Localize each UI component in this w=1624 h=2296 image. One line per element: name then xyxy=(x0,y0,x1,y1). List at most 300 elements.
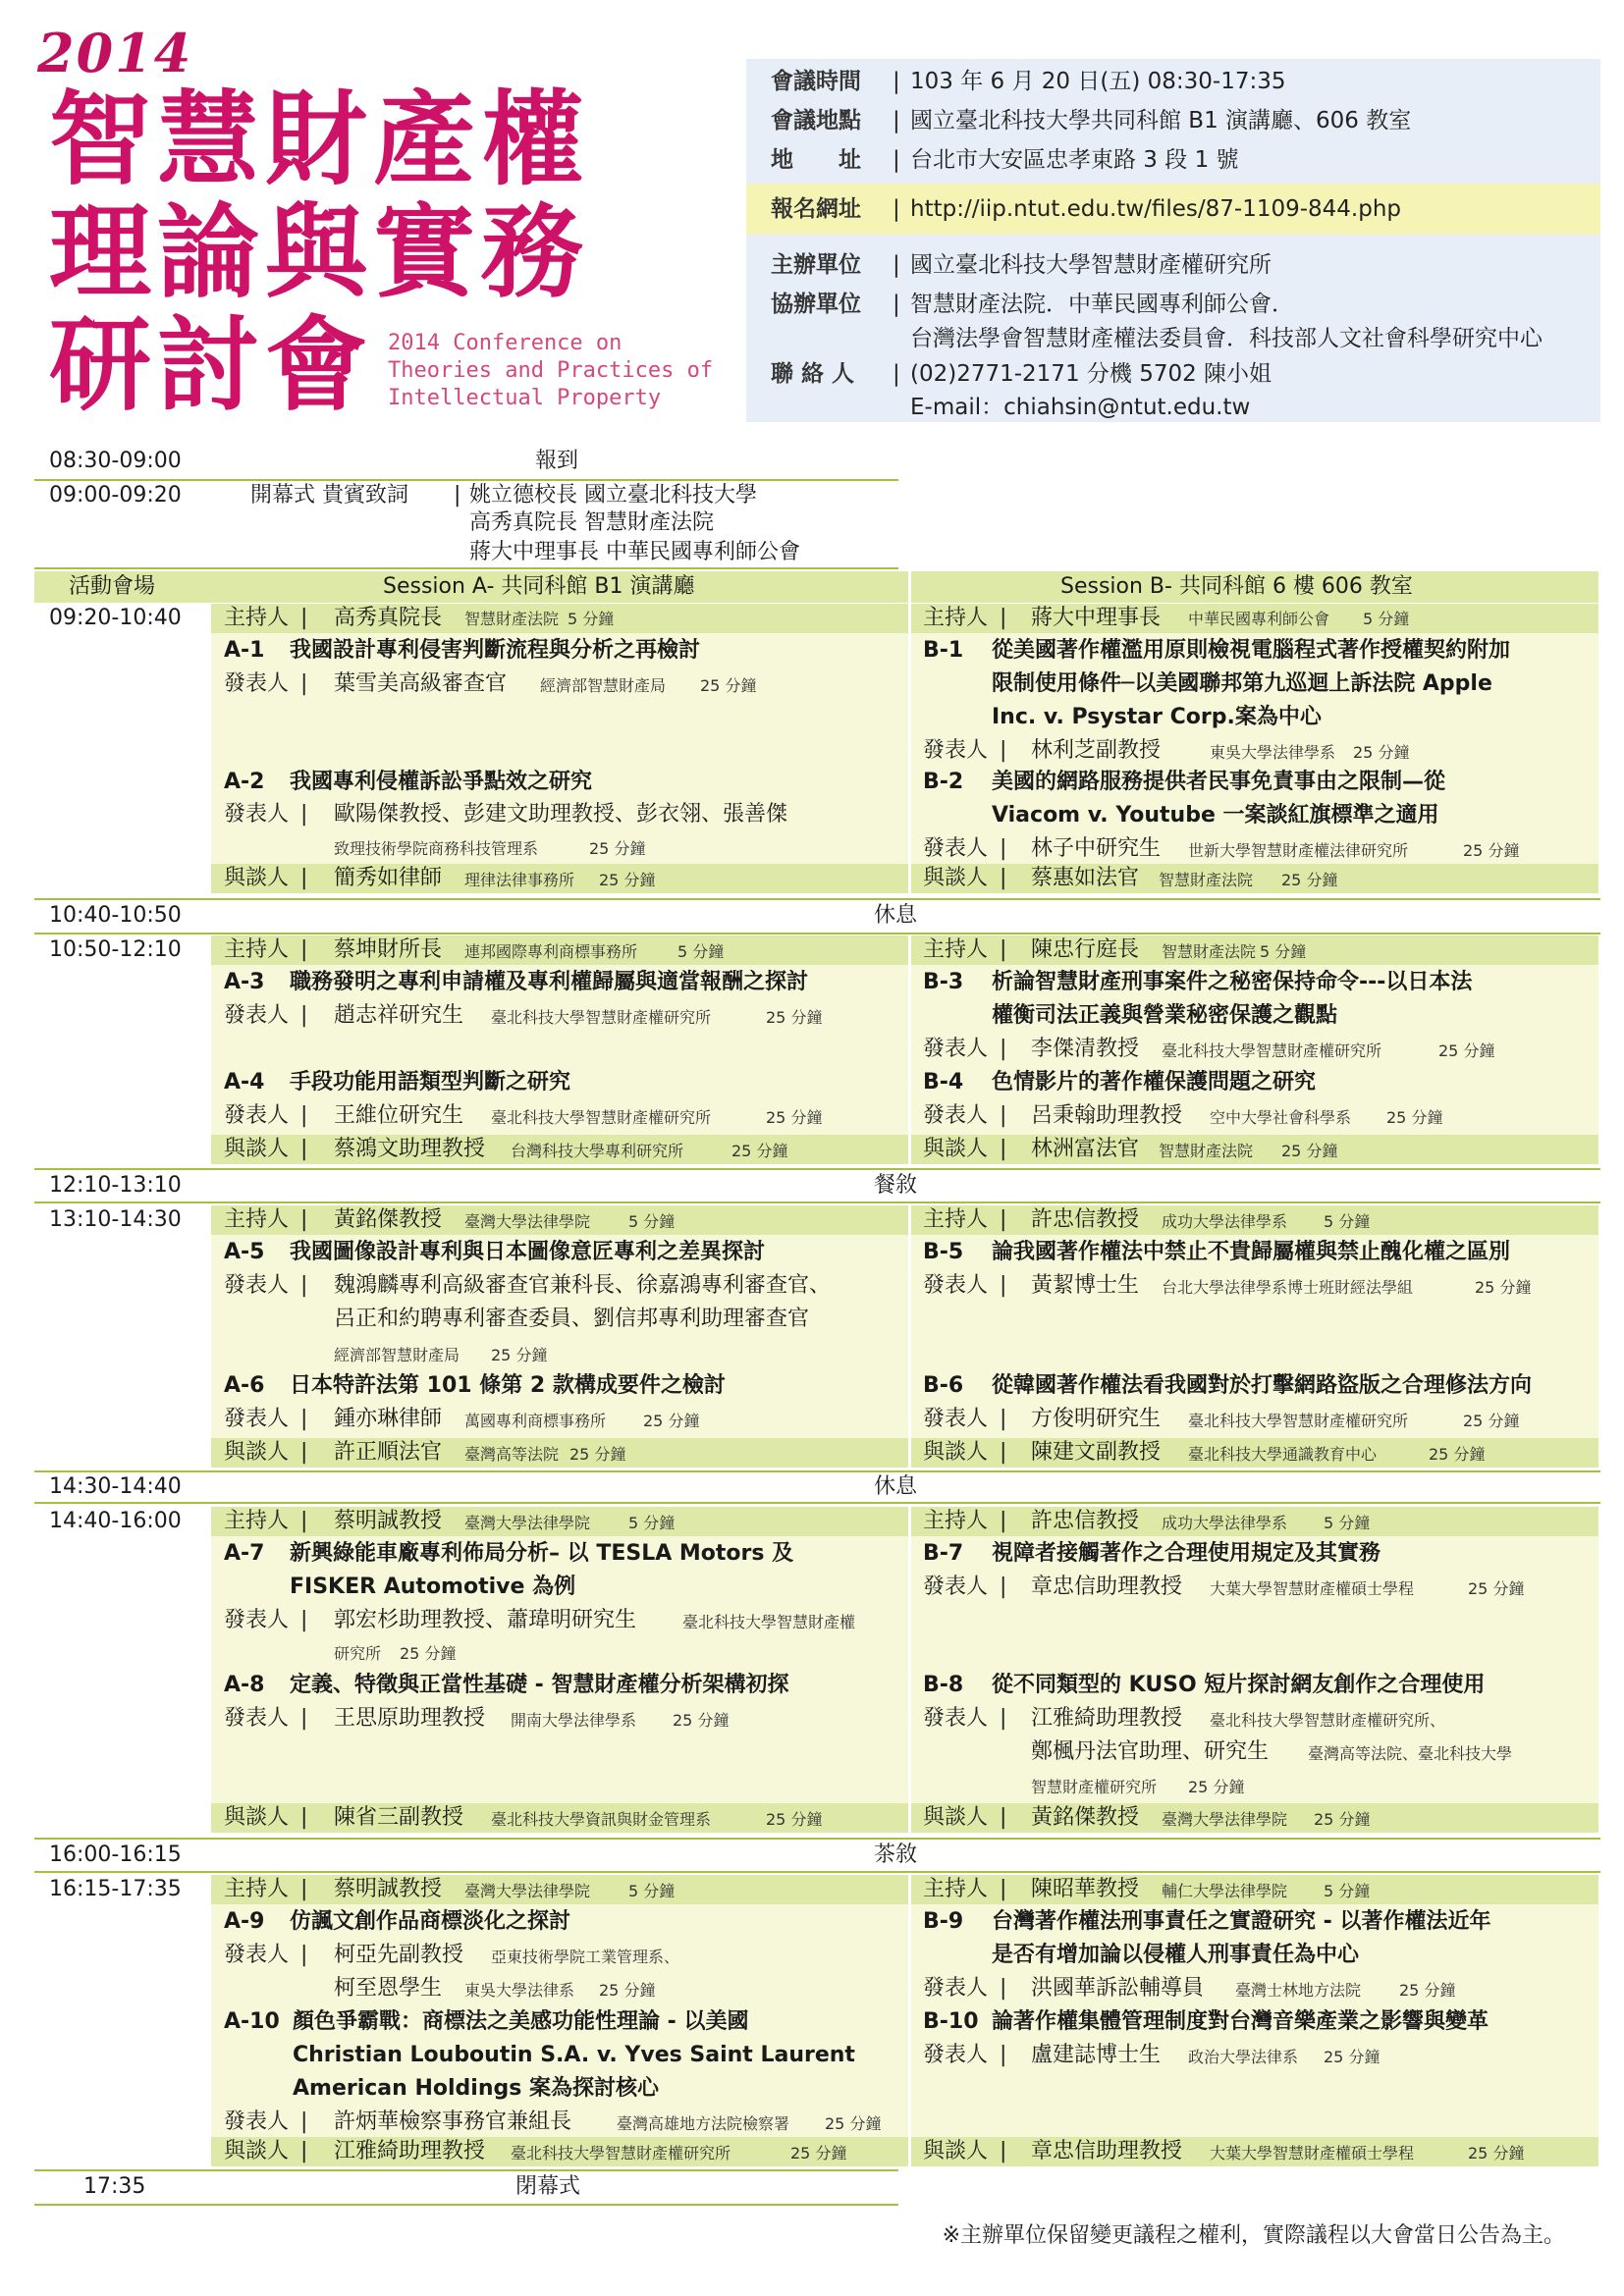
time-1310: 13:10-14:30 xyxy=(49,1207,182,1232)
presenter-org: 臺北科技大學智慧財產權研究所 xyxy=(1188,1412,1409,1430)
divider xyxy=(34,1470,1600,1472)
duration: 25 分鐘 xyxy=(1281,871,1338,889)
bar: | xyxy=(1000,1877,1007,1901)
duration: 25 分鐘 xyxy=(825,2114,882,2133)
bar: | xyxy=(1000,1805,1007,1830)
discussant-name: 許正順法官 xyxy=(334,1440,443,1465)
paper-title: 職務發明之專利申請權及專利權歸屬與適當報酬之探討 xyxy=(290,970,809,994)
presenter-name: 章忠信助理教授 xyxy=(1031,1575,1183,1599)
chair-org: 中華民國專利師公會 xyxy=(1188,610,1330,628)
presenter-label: 發表人 xyxy=(923,738,989,763)
chair-label: 主持人 xyxy=(224,937,290,962)
duration: 5 分鐘 xyxy=(568,610,615,628)
chair-name: 黃銘傑教授 xyxy=(334,1207,443,1232)
discussant-name: 陳省三副教授 xyxy=(334,1805,464,1830)
time-1210: 12:10-13:10 xyxy=(49,1173,182,1198)
discussant-label: 與談人 xyxy=(923,866,989,890)
duration: 25 分鐘 xyxy=(1468,1579,1525,1598)
venue-header: 活動會場 xyxy=(69,574,156,599)
duration: 5 分鐘 xyxy=(677,942,725,961)
chair-org: 連邦國際專利商標事務所 xyxy=(464,942,638,961)
duration: 25 分鐘 xyxy=(766,1810,823,1829)
duration: 25 分鐘 xyxy=(1438,1041,1495,1060)
chair-org: 臺灣大學法律學院 xyxy=(464,1514,591,1532)
presenter-label: 發表人 xyxy=(224,1003,290,1028)
discussant-org: 臺北科技大學資訊與財金管理系 xyxy=(491,1810,712,1829)
bar: | xyxy=(1000,606,1007,630)
session-b-header: Session B- 共同科館 6 樓 606 教室 xyxy=(1060,574,1413,599)
paper-id: A-8 xyxy=(224,1673,265,1697)
presenter-name-2: 鄭楓丹法官助理、研究生 xyxy=(1031,1739,1270,1764)
presenter-name-1: 江雅綺助理教授 xyxy=(1031,1706,1183,1731)
duration: 5 分鐘 xyxy=(1324,1882,1371,1900)
presenter-name: 方俊明研究生 xyxy=(1031,1407,1162,1431)
divider xyxy=(34,933,1600,934)
chair-label: 主持人 xyxy=(224,1509,290,1533)
bar: | xyxy=(1000,1706,1007,1731)
duration: 25 分鐘 xyxy=(1386,1108,1443,1127)
paper-title-l1: 顏色爭霸戰：商標法之美感功能性理論 - 以美國 xyxy=(293,2009,749,2034)
paper-title-l2: FISKER Automotive 為例 xyxy=(290,1575,576,1599)
paper-title: 定義、特徵與正當性基礎 - 智慧財產權分析架構初探 xyxy=(290,1673,789,1697)
presenter-name: 呂秉翰助理教授 xyxy=(1031,1103,1183,1128)
registration-link[interactable]: http://iip.ntut.edu.tw/files/87-1109-844.php xyxy=(910,196,1402,222)
paper-id: B-10 xyxy=(923,2009,979,2034)
duration: 5 分鐘 xyxy=(628,1212,676,1231)
presenter-org: 臺北科技大學智慧財產權研究所 xyxy=(1162,1041,1382,1060)
presenter-name: 林利芝副教授 xyxy=(1031,738,1162,763)
divider xyxy=(34,2204,898,2206)
opening-label: 開幕式 貴賓致詞 xyxy=(250,483,408,507)
bar: | xyxy=(1000,2139,1007,2163)
presenter-label: 發表人 xyxy=(923,1273,989,1298)
presenter-label: 發表人 xyxy=(224,1103,290,1128)
paper-title-l1: 從美國著作權濫用原則檢視電腦程式著作授權契約附加 xyxy=(992,638,1511,663)
paper-id: A-1 xyxy=(224,638,265,663)
time-0900: 09:00-09:20 xyxy=(49,483,182,507)
discussant-org: 大葉大學智慧財產權碩士學程 xyxy=(1210,2144,1415,2163)
bar: | xyxy=(1000,1037,1007,1061)
presenter-name: 黃絜博士生 xyxy=(1031,1273,1140,1298)
closing-label: 閉幕式 xyxy=(515,2174,581,2199)
bar: | xyxy=(300,1407,308,1431)
duration: 5 分鐘 xyxy=(1324,1514,1371,1532)
paper-id: B-9 xyxy=(923,1909,964,1934)
bar: | xyxy=(300,866,308,890)
discussant-name: 章忠信助理教授 xyxy=(1031,2139,1183,2163)
presenter-org-1: 臺北科技大學智慧財產權研究所、 xyxy=(1210,1711,1446,1730)
paper-title: 日本特許法第 101 條第 2 款構成要件之檢討 xyxy=(290,1373,726,1398)
english-title xyxy=(388,330,713,412)
bar: | xyxy=(300,1137,308,1161)
duration: 25 分鐘 xyxy=(599,1981,656,2000)
info-host: 主辦單位 | 國立臺北科技大學智慧財產權研究所 xyxy=(771,252,1272,278)
chair-label: 主持人 xyxy=(224,1207,290,1232)
paper-title: 我國專利侵權訴訟爭點效之研究 xyxy=(290,770,593,794)
presenter-org: 萬國專利商標事務所 xyxy=(464,1412,607,1430)
paper-title-l2: Christian Louboutin S.A. v. Yves Saint Laurent xyxy=(293,2043,855,2067)
duration: 25 分鐘 xyxy=(599,871,656,889)
discussant-band xyxy=(911,1135,1598,1164)
bar: | xyxy=(1000,1509,1007,1533)
duration: 25 分鐘 xyxy=(1429,1445,1486,1464)
bar: | xyxy=(1000,1575,1007,1599)
divider xyxy=(34,1838,1600,1840)
info-time: 會議時間 | 103 年 6 月 20 日(五) 08:30-17:35 xyxy=(771,69,1286,94)
discussant-band xyxy=(911,864,1598,893)
bar: | xyxy=(300,1608,308,1632)
paper-title-l2: 是否有增加論以侵權人刑事責任為中心 xyxy=(992,1943,1360,1967)
time-1615: 16:15-17:35 xyxy=(49,1877,182,1901)
chair-org: 輔仁大學法律學院 xyxy=(1162,1882,1288,1900)
divider xyxy=(34,1201,1600,1203)
presenter-org-2: 臺灣高等法院、臺北科技大學 xyxy=(1308,1744,1513,1763)
discussant-label: 與談人 xyxy=(224,1137,290,1161)
session-a-header: Session A- 共同科館 B1 演講廳 xyxy=(383,574,695,599)
presenter-label: 發表人 xyxy=(224,1943,290,1967)
bar: | xyxy=(1000,1137,1007,1161)
bar: | xyxy=(300,1706,308,1731)
discussant-name: 黃銘傑教授 xyxy=(1031,1805,1140,1830)
paper-id: B-7 xyxy=(923,1541,964,1566)
discussant-label: 與談人 xyxy=(923,2139,989,2163)
presenter-label: 發表人 xyxy=(923,836,989,861)
duration: 5 分鐘 xyxy=(628,1882,676,1900)
presenter-label: 發表人 xyxy=(224,1608,290,1632)
chair-org: 臺灣大學法律學院 xyxy=(464,1212,591,1231)
time-1440: 14:40-16:00 xyxy=(49,1509,182,1533)
presenter-org: 空中大學社會科學系 xyxy=(1210,1108,1352,1127)
paper-id: A-10 xyxy=(224,2009,280,2034)
presenter-org: 台北大學法律學系博士班財經法學組 xyxy=(1162,1278,1414,1297)
time-1735: 17:35 xyxy=(83,2174,146,2199)
presenter-org: 開南大學法律學系 xyxy=(511,1711,637,1730)
presenter-org: 政治大學法律系 xyxy=(1188,2048,1299,2066)
bar: | xyxy=(1000,836,1007,861)
presenter-name: 鍾亦琳律師 xyxy=(334,1407,443,1431)
presenter-name: 歐陽傑教授、彭建文助理教授、彭衣翎、張善傑 xyxy=(334,802,788,827)
divider xyxy=(34,567,898,569)
presenter-name-l2: 呂正和約聘專利審查委員、劉信邦專利助理審查官 xyxy=(334,1307,810,1331)
paper-id: B-5 xyxy=(923,1240,964,1264)
discussant-label: 與談人 xyxy=(224,2139,290,2163)
chair-name: 蔣大中理事長 xyxy=(1031,606,1162,630)
presenter-org: 臺北科技大學智慧財產權研究所 xyxy=(491,1108,712,1127)
bar: | xyxy=(454,483,461,507)
presenter-name: 葉雪美高級審查官 xyxy=(334,671,508,696)
duration: 25 分鐘 xyxy=(400,1644,457,1663)
discussant-org: 智慧財產法院 xyxy=(1159,1142,1254,1160)
duration: 5 分鐘 xyxy=(628,1514,676,1532)
chair-org: 智慧財產法院 xyxy=(464,610,560,628)
presenter-org: 世新大學智慧財產權法律研究所 xyxy=(1188,841,1409,860)
duration: 25 分鐘 xyxy=(1324,2048,1380,2066)
presenter-label: 發表人 xyxy=(224,1273,290,1298)
bar: | xyxy=(1000,1273,1007,1298)
paper-title-l1: 析論智慧財產刑事案件之秘密保持命令---以日本法 xyxy=(992,970,1473,994)
divider xyxy=(34,898,1600,900)
paper-id: A-6 xyxy=(224,1373,265,1398)
presenter-name: 盧建誌博士生 xyxy=(1031,2043,1162,2067)
duration: 25 分鐘 xyxy=(673,1711,730,1730)
duration: 25 分鐘 xyxy=(766,1008,823,1027)
presenter-org-3: 智慧財產權研究所 xyxy=(1031,1778,1158,1796)
break-label: 休息 xyxy=(874,903,918,928)
duration: 5 分鐘 xyxy=(1324,1212,1371,1231)
discussant-name: 陳建文副教授 xyxy=(1031,1440,1162,1465)
bar: | xyxy=(1000,1207,1007,1232)
chair-band xyxy=(211,604,908,633)
presenter-org: 臺北科技大學智慧財產權 xyxy=(682,1613,856,1631)
time-1600: 16:00-16:15 xyxy=(49,1842,182,1867)
chair-name: 許忠信教授 xyxy=(1031,1509,1140,1533)
info-address: 地 址 | 台北市大安區忠孝東路 3 段 1 號 xyxy=(771,147,1239,173)
duration: 25 分鐘 xyxy=(700,676,757,695)
paper-title: 視障者接觸著作之合理使用規定及其實務 xyxy=(992,1541,1381,1566)
discussant-name: 蔡鴻文助理教授 xyxy=(334,1137,486,1161)
presenter-org: 臺灣高雄地方法院檢察署 xyxy=(617,2114,790,2133)
presenter-name: 李傑清教授 xyxy=(1031,1037,1140,1061)
duration: 25 分鐘 xyxy=(1353,743,1410,762)
duration: 5 分鐘 xyxy=(1260,942,1307,961)
paper-id: A-2 xyxy=(224,770,265,794)
english-title-line-3: Intellectual Property xyxy=(388,386,662,410)
presenter-label: 發表人 xyxy=(224,1706,290,1731)
discussant-org: 台灣科技大學專利研究所 xyxy=(511,1142,684,1160)
paper-id: B-1 xyxy=(923,638,964,663)
discussant-name: 蔡惠如法官 xyxy=(1031,866,1140,890)
discussant-org: 智慧財產法院 xyxy=(1159,871,1254,889)
duration: 25 分鐘 xyxy=(569,1445,626,1464)
presenter-org: 臺灣士林地方法院 xyxy=(1235,1981,1362,2000)
paper-id: B-4 xyxy=(923,1070,964,1095)
paper-title: 從韓國著作權法看我國對於打擊網路盜版之合理修法方向 xyxy=(992,1373,1533,1398)
footnote: ※主辦單位保留變更議程之權利，實際議程以大會當日公告為主。 xyxy=(942,2223,1565,2248)
discussant-org: 臺灣高等法院 xyxy=(464,1445,560,1464)
paper-id: A-3 xyxy=(224,970,265,994)
presenter-label: 發表人 xyxy=(224,802,290,827)
bar: | xyxy=(300,1273,308,1298)
presenter-org: 經濟部智慧財產局 xyxy=(334,1346,460,1364)
discussant-label: 與談人 xyxy=(224,1805,290,1830)
duration: 25 分鐘 xyxy=(1463,841,1520,860)
bar: | xyxy=(300,1805,308,1830)
chair-label: 主持人 xyxy=(923,1207,989,1232)
presenter-label: 發表人 xyxy=(224,2109,290,2134)
chair-label: 主持人 xyxy=(923,1509,989,1533)
english-title-line-1: 2014 Conference on xyxy=(388,331,623,355)
title-line-2: 理論與實務 xyxy=(49,192,590,312)
presenter-label: 發表人 xyxy=(923,2043,989,2067)
paper-title-l2: 權衡司法正義與營業秘密保護之觀點 xyxy=(992,1003,1338,1028)
divider xyxy=(34,1871,1600,1873)
presenter-org-1: 亞東技術學院工業管理系、 xyxy=(491,1948,680,1966)
duration: 25 分鐘 xyxy=(790,2144,847,2163)
presenter-name: 許炳華檢察事務官兼組長 xyxy=(334,2109,572,2134)
presenter-label: 發表人 xyxy=(923,1706,989,1731)
bar: | xyxy=(1000,738,1007,763)
paper-title-l3: American Holdings 案為探討核心 xyxy=(293,2076,659,2101)
bar: | xyxy=(300,1207,308,1232)
paper-title: 論著作權集體管理制度對台灣音樂產業之影響與變革 xyxy=(992,2009,1489,2034)
duration: 5 分鐘 xyxy=(1363,610,1410,628)
paper-id: B-2 xyxy=(923,770,964,794)
bar: | xyxy=(300,1877,308,1901)
presenter-org: 大葉大學智慧財產權碩士學程 xyxy=(1210,1579,1415,1598)
discussant-name: 簡秀如律師 xyxy=(334,866,443,890)
discussant-label: 與談人 xyxy=(224,866,290,890)
paper-title: 仿諷文創作品商標淡化之探討 xyxy=(290,1909,571,1934)
presenter-org: 致理技術學院商務科技管理系 xyxy=(334,839,539,858)
paper-title-l2: 限制使用條件─以美國聯邦第九巡迴上訴法院 Apple xyxy=(992,671,1492,696)
discussant-label: 與談人 xyxy=(923,1805,989,1830)
presenter-name-l1: 魏鴻麟專利高級審查官兼科長、徐嘉鴻專利審查官、 xyxy=(334,1273,832,1298)
presenter-label: 發表人 xyxy=(923,1037,989,1061)
bar: | xyxy=(300,2109,308,2134)
presenter-label: 發表人 xyxy=(224,671,290,696)
presenter-org-2: 東吳大學法律系 xyxy=(464,1981,575,2000)
chair-label: 主持人 xyxy=(224,606,290,630)
presenter-org: 東吳大學法律學系 xyxy=(1210,743,1336,762)
paper-title: 我國圖像設計專利與日本圖像意匠專利之差異探討 xyxy=(290,1240,766,1264)
paper-title-l1: 美國的網路服務提供者民事免責事由之限制—從 xyxy=(992,770,1446,794)
presenter-org: 臺北科技大學智慧財產權研究所 xyxy=(491,1008,712,1027)
duration: 25 分鐘 xyxy=(643,1412,700,1430)
presenter-name: 洪國華訴訟輔導員 xyxy=(1031,1976,1205,2001)
presenter-org-2: 研究所 xyxy=(334,1644,382,1663)
chair-org: 智慧財產法院 xyxy=(1162,942,1257,961)
chair-name: 陳忠行庭長 xyxy=(1031,937,1140,962)
chair-name: 高秀真院長 xyxy=(334,606,443,630)
bar: | xyxy=(300,606,308,630)
bar: | xyxy=(300,1943,308,1967)
title-line-1: 智慧財產權 xyxy=(49,80,590,199)
presenter-label: 發表人 xyxy=(923,1976,989,2001)
duration: 25 分鐘 xyxy=(766,1108,823,1127)
paper-title: 手段功能用語類型判斷之研究 xyxy=(290,1070,571,1095)
english-title-line-2: Theories and Practices of xyxy=(388,358,714,383)
paper-id: B-8 xyxy=(923,1673,964,1697)
chair-name: 陳昭華教授 xyxy=(1031,1877,1140,1901)
info-venue: 會議地點 | 國立臺北科技大學共同科館 B1 演講廳、606 教室 xyxy=(771,108,1412,133)
bar: | xyxy=(1000,1407,1007,1431)
chair-label: 主持人 xyxy=(923,937,989,962)
chair-org: 成功大學法律學系 xyxy=(1162,1514,1288,1532)
bar: | xyxy=(1000,866,1007,890)
discussant-org: 臺北科技大學通識教育中心 xyxy=(1188,1445,1378,1464)
chair-name: 許忠信教授 xyxy=(1031,1207,1140,1232)
discussant-label: 與談人 xyxy=(923,1137,989,1161)
bar: | xyxy=(1000,1440,1007,1465)
paper-id: A-5 xyxy=(224,1240,265,1264)
time-1050: 10:50-12:10 xyxy=(49,937,182,962)
presenter-org: 經濟部智慧財產局 xyxy=(540,676,667,695)
paper-title-l2: Viacom v. Youtube 一案談紅旗標準之適用 xyxy=(992,803,1439,828)
paper-title-l1: 新興綠能車廠專利佈局分析– 以 TESLA Motors 及 xyxy=(290,1541,794,1566)
duration: 25 分鐘 xyxy=(589,839,646,858)
discussant-label: 與談人 xyxy=(923,1440,989,1465)
presenter-name: 郭宏杉助理教授、蕭瑋明研究生 xyxy=(334,1608,637,1632)
duration: 25 分鐘 xyxy=(1188,1778,1245,1796)
discussant-name: 江雅綺助理教授 xyxy=(334,2139,486,2163)
info-co-organizer: 協辦單位 | 智慧財產法院．中華民國專利師公會． xyxy=(771,292,1294,317)
paper-title: 我國設計專利侵害判斷流程與分析之再檢討 xyxy=(290,638,701,663)
paper-id: B-3 xyxy=(923,970,964,994)
bar: | xyxy=(300,802,308,827)
discussant-org: 理律法律事務所 xyxy=(464,871,575,889)
paper-id: A-4 xyxy=(224,1070,265,1095)
duration: 25 分鐘 xyxy=(731,1142,788,1160)
lunch-label: 餐敘 xyxy=(874,1173,918,1198)
paper-id: A-9 xyxy=(224,1909,265,1934)
chair-org: 成功大學法律學系 xyxy=(1162,1212,1288,1231)
presenter-label: 發表人 xyxy=(224,1407,290,1431)
discussant-name: 林洲富法官 xyxy=(1031,1137,1140,1161)
paper-id: B-6 xyxy=(923,1373,964,1398)
discussant-org: 臺北科技大學智慧財產權研究所 xyxy=(511,2144,731,2163)
paper-title-l3: Inc. v. Psystar Corp.案為中心 xyxy=(992,705,1322,729)
paper-id: A-7 xyxy=(224,1541,265,1566)
registration-label: 報到 xyxy=(535,449,579,473)
time-0830: 08:30-09:00 xyxy=(49,449,182,473)
paper-title: 色情影片的著作權保護問題之研究 xyxy=(992,1070,1317,1095)
guest-2: 高秀真院長 智慧財產法院 xyxy=(469,510,714,535)
tea-label: 茶敘 xyxy=(874,1842,918,1867)
presenter-name: 王維位研究生 xyxy=(334,1103,464,1128)
bar: | xyxy=(300,937,308,962)
title-line-3: 研討會 xyxy=(49,305,374,425)
time-1040: 10:40-10:50 xyxy=(49,903,182,928)
presenter-name-2: 柯至恩學生 xyxy=(334,1976,443,2001)
break-label: 休息 xyxy=(874,1474,918,1499)
bar: | xyxy=(1000,2043,1007,2067)
duration: 25 分鐘 xyxy=(1314,1810,1371,1829)
divider xyxy=(34,1168,1600,1170)
bar: | xyxy=(1000,937,1007,962)
chair-label: 主持人 xyxy=(923,1877,989,1901)
presenter-name: 林子中研究生 xyxy=(1031,836,1162,861)
paper-title: 論我國著作權法中禁止不貴歸屬權與禁止醜化權之區別 xyxy=(992,1240,1511,1264)
divider xyxy=(34,1502,1600,1504)
duration: 25 分鐘 xyxy=(1399,1981,1456,2000)
duration: 25 分鐘 xyxy=(1463,1412,1520,1430)
paper-title: 從不同類型的 KUSO 短片探討網友創作之合理使用 xyxy=(992,1673,1486,1697)
presenter-name: 趙志祥研究生 xyxy=(334,1003,464,1028)
presenter-label: 發表人 xyxy=(923,1575,989,1599)
bar: | xyxy=(300,1509,308,1533)
bar: | xyxy=(300,1440,308,1465)
discussant-label: 與談人 xyxy=(224,1440,290,1465)
bar: | xyxy=(1000,1976,1007,2001)
chair-org: 臺灣大學法律學院 xyxy=(464,1882,591,1900)
duration: 25 分鐘 xyxy=(1475,1278,1532,1297)
info-contact: 聯 絡 人 | (02)2771-2171 分機 5702 陳小姐 xyxy=(771,361,1272,387)
chair-label: 主持人 xyxy=(923,606,989,630)
divider xyxy=(34,2169,898,2171)
chair-name: 蔡坤財所長 xyxy=(334,937,443,962)
bar: | xyxy=(1000,1103,1007,1128)
time-0920: 09:20-10:40 xyxy=(49,606,182,630)
year-heading: 2014 xyxy=(37,22,193,84)
time-1430: 14:30-14:40 xyxy=(49,1474,182,1499)
discussant-org: 臺灣大學法律學院 xyxy=(1162,1810,1288,1829)
chair-name: 蔡明誠教授 xyxy=(334,1877,443,1901)
bar: | xyxy=(300,1103,308,1128)
guest-1: 姚立德校長 國立臺北科技大學 xyxy=(469,483,757,507)
info-registration[interactable]: 報名網址 | http://iip.ntut.edu.tw/files/87-1109-844.php xyxy=(771,196,1402,222)
chair-name: 蔡明誠教授 xyxy=(334,1509,443,1533)
presenter-label: 發表人 xyxy=(923,1103,989,1128)
